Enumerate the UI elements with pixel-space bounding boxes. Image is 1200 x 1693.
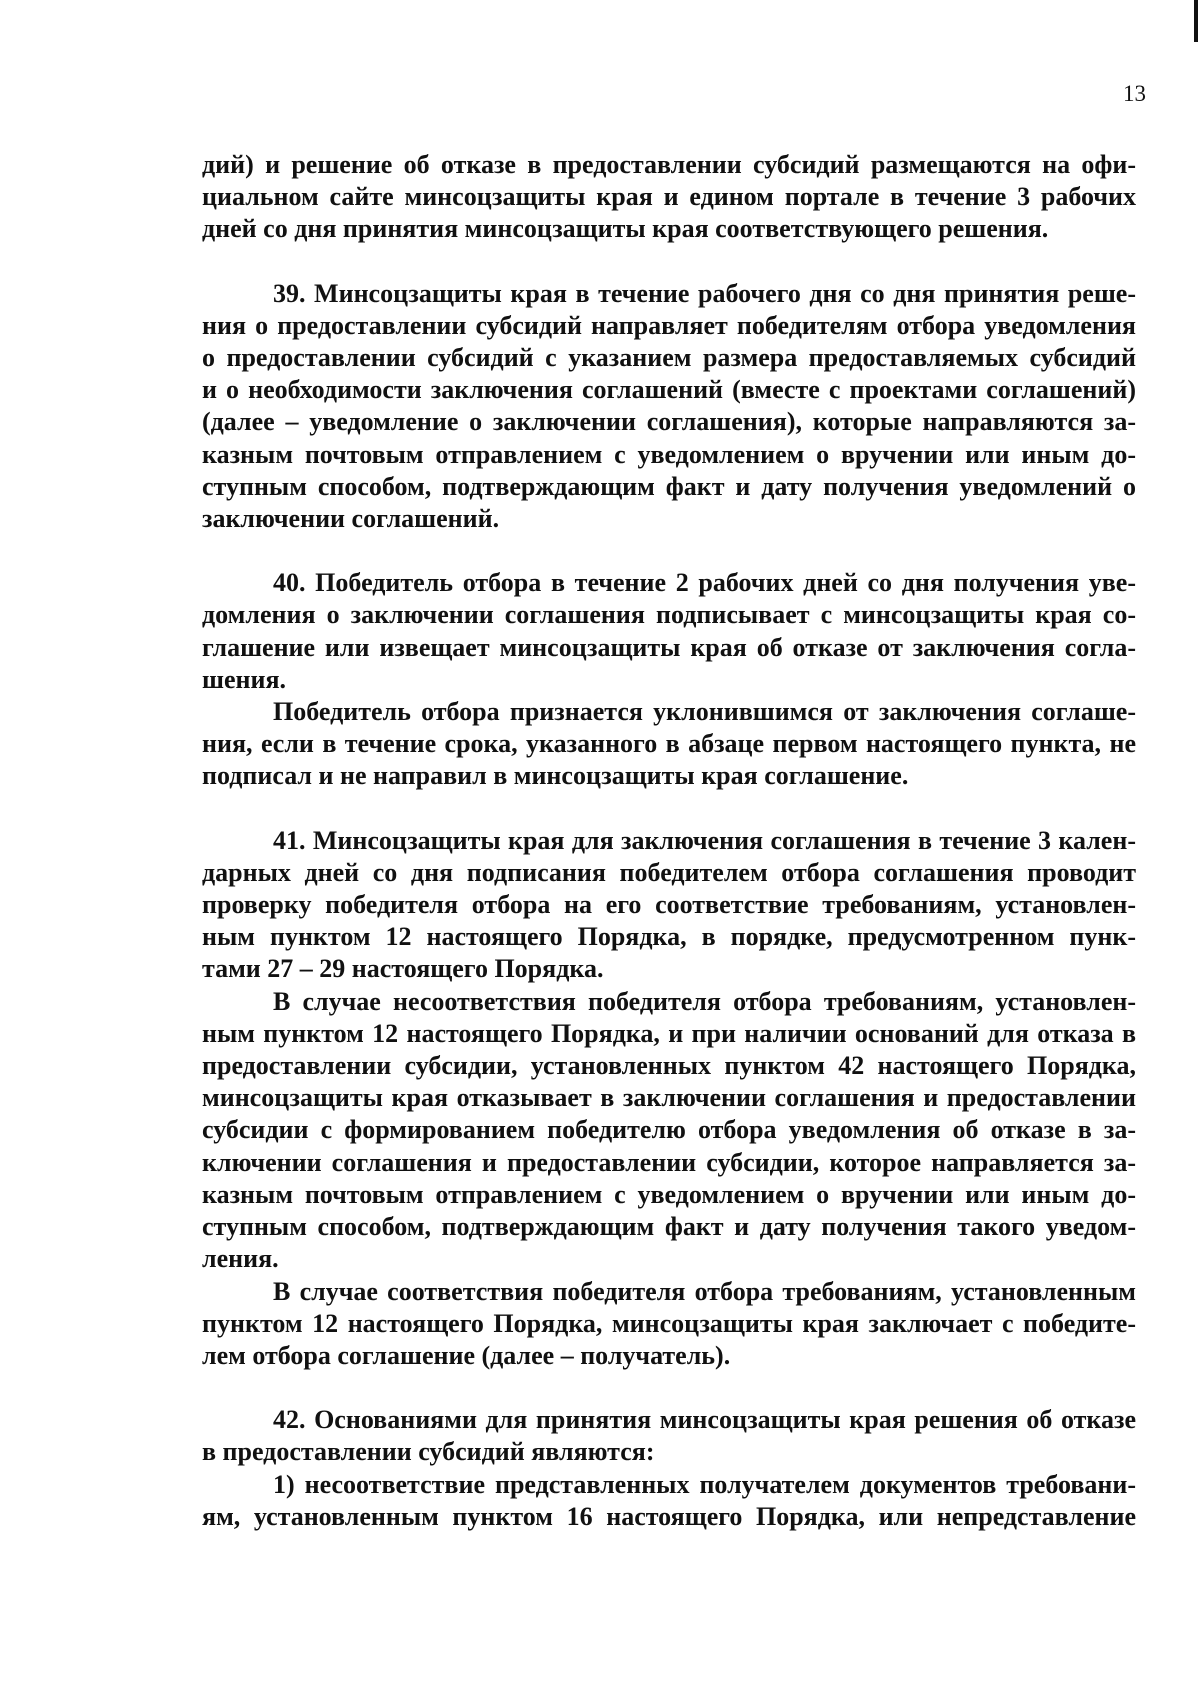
paragraph-42-item-1 — [202, 1469, 1136, 1533]
text-line: ключении соглашения и предоставлении субсидии, которое направляется за- — [202, 1147, 1136, 1177]
text-line: минсоцзащиты края отказывает в заключении соглашения и предоставлении — [202, 1083, 1136, 1113]
text-line: казным почтовым отправлением с уведомлением о вручении или иным до- — [202, 1179, 1136, 1209]
paragraph-39 — [202, 278, 1136, 536]
paragraph-41 — [202, 825, 1136, 986]
text-line: ным пунктом 12 настоящего Порядка, в порядке, предусмотренном пунк- — [202, 922, 1136, 952]
text-line: ным пунктом 12 настоящего Порядка, и при наличии оснований для отказа в — [202, 1018, 1136, 1048]
text-line: казным почтовым отправлением с уведомлением о вручении или иным до- — [202, 439, 1136, 469]
text-line: ния, если в течение срока, указанного в абзаце первом настоящего пункта, не — [202, 729, 1136, 759]
text-line: ступным способом, подтверждающим факт и дату получения уведомлений о — [202, 471, 1136, 501]
text-line: предоставлении субсидии, установленных пунктом 42 настоящего Порядка, — [202, 1051, 1136, 1081]
text-line: 39. Минсоцзащиты края в течение рабочего дня со дня принятия реше- — [273, 278, 1136, 308]
text-line: в предоставлении субсидий являются: — [202, 1437, 655, 1467]
text-line: ления. — [202, 1244, 279, 1274]
text-line: глашение или извещает минсоцзащиты края об отказе от заключения согла- — [202, 632, 1136, 662]
text-line: 40. Победитель отбора в течение 2 рабочих дней со дня получения уве- — [273, 568, 1136, 598]
paragraph-40-second — [202, 696, 1136, 793]
text-line: Победитель отбора признается уклонившимся от заключения соглаше- — [273, 697, 1136, 727]
text-line: и о необходимости заключения соглашений (вместе с проектами соглашений) — [202, 375, 1136, 405]
text-line: субсидии с формированием победителю отбора уведомления об отказе в за- — [202, 1115, 1136, 1145]
paragraph-42 — [202, 1404, 1136, 1468]
paragraph-40 — [202, 567, 1136, 696]
text-line: шения. — [202, 664, 287, 694]
text-line: ния о предоставлении субсидий направляет победителям отбора уведомления — [202, 310, 1136, 340]
text-line: 41. Минсоцзащиты края для заключения соглашения в течение 3 кален- — [273, 825, 1136, 855]
text-line: дий) и решение об отказе в предоставлении субсидий размещаются на офи- — [202, 150, 1136, 179]
text-line: заключении соглашений. — [202, 504, 500, 534]
text-line: 42. Основаниями для принятия минсоцзащиты края решения об отказе — [273, 1405, 1136, 1435]
text-line: В случае несоответствия победителя отбора требованиям, установлен- — [273, 986, 1136, 1016]
text-line: ступным способом, подтверждающим факт и дату получения такого уведом- — [202, 1212, 1136, 1242]
text-line: проверку победителя отбора на его соответствие требованиям, установлен- — [202, 890, 1136, 920]
text-line: дарных дней со дня подписания победителем отбора соглашения проводит — [202, 857, 1136, 887]
scan-edge-mark — [1194, 0, 1198, 42]
paragraph-41-second — [202, 986, 1136, 1276]
text-line: циальном сайте минсоцзащиты края и едином портале в течение 3 рабочих — [202, 182, 1136, 212]
text-line: лем отбора соглашение (далее – получатель). — [202, 1340, 731, 1370]
page-number: 13 — [1123, 81, 1146, 106]
text-line: тами 27 – 29 настоящего Порядка. — [202, 954, 604, 984]
paragraph-38-continuation — [202, 149, 1136, 246]
text-line: домления о заключении соглашения подписывает с минсоцзащиты края со- — [202, 600, 1136, 630]
text-line: В случае соответствия победителя отбора требованиям, установленным — [273, 1276, 1136, 1306]
text-line: подписал и не направил в минсоцзащиты края соглашение. — [202, 761, 909, 791]
text-line: ям, установленным пунктом 16 настоящего Порядка, или непредставление — [202, 1501, 1136, 1531]
text-line: о предоставлении субсидий с указанием размера предоставляемых субсидий — [202, 343, 1136, 373]
text-line: пунктом 12 настоящего Порядка, минсоцзащиты края заключает с победите- — [202, 1308, 1136, 1338]
text-line: 1) несоответствие представленных получателем документов требовани- — [273, 1469, 1136, 1499]
document-body — [202, 149, 1136, 1533]
text-line: дней со дня принятия минсоцзащиты края соответствующего решения. — [202, 214, 1049, 244]
text-line: (далее – уведомление о заключении соглашения), которые направляются за- — [202, 407, 1136, 437]
paragraph-41-third — [202, 1276, 1136, 1373]
